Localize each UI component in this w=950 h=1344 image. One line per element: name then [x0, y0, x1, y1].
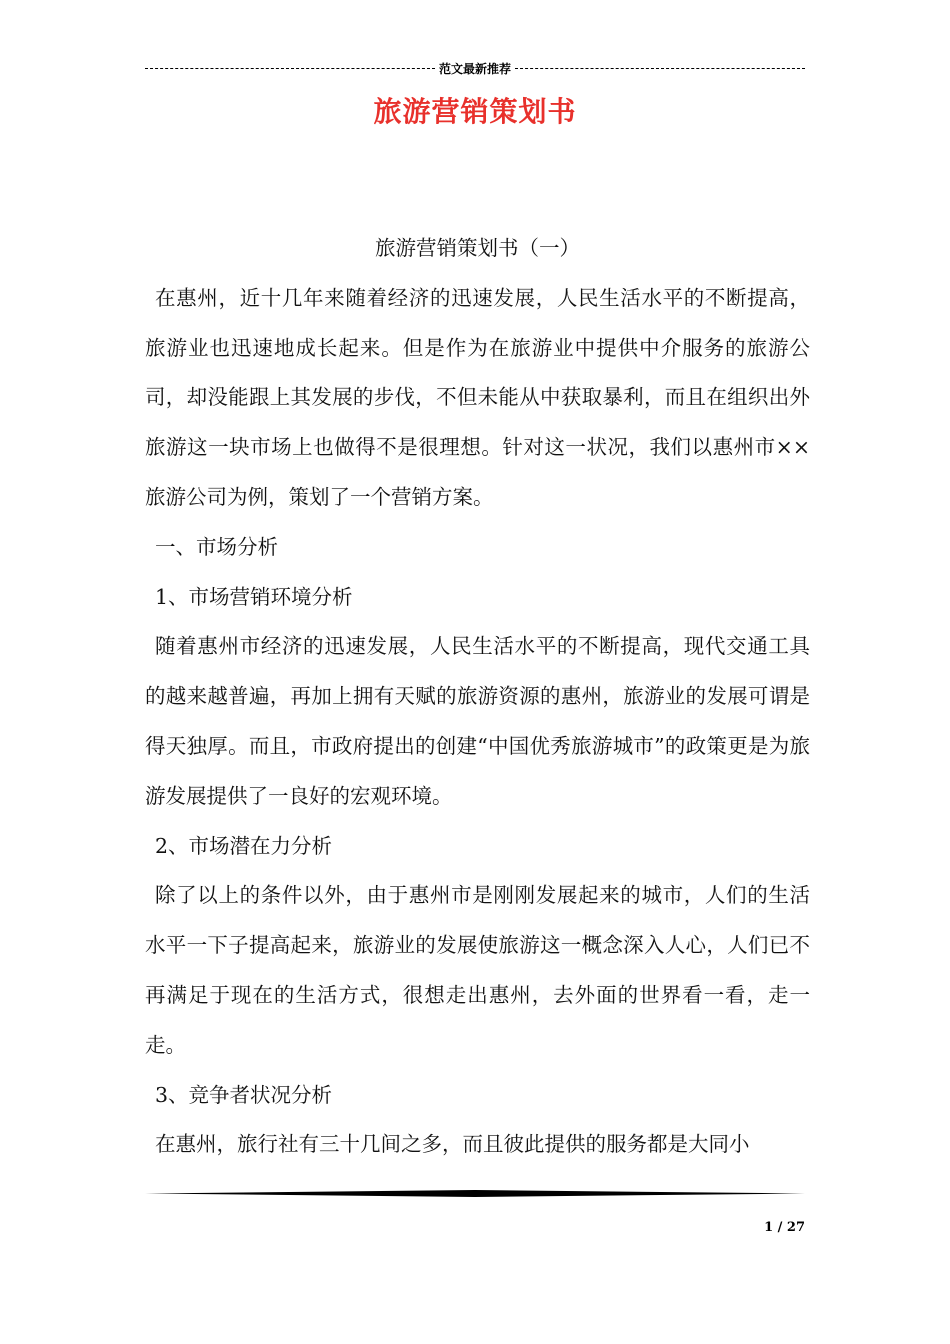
heading-environment-analysis: 1、市场营销环境分析	[155, 584, 353, 609]
document-body	[145, 224, 810, 1170]
heading-competitor-analysis: 3、竞争者状况分析	[155, 1082, 333, 1107]
document-title: 旅游营销策划书	[373, 95, 577, 128]
heading-market-analysis: 一、市场分析	[155, 534, 278, 559]
paragraph-intro: 在惠州，近十几年来随着经济的迅速发展，人民生活水平的不断提高，旅游业也迅速地成长起来。但是作为在旅游业中提供中介服务的旅游公司，却没能跟上其发展的步伐，不但未能从中获取暴利，而且在组织出外旅游这一块市场上也做得不是很理想。针对这一状况，我们以惠州市××旅游公司为例，策划了一个营销方案。	[145, 285, 810, 509]
header-dash-left	[145, 68, 435, 69]
paragraph-competitor: 在惠州，旅行社有三十几间之多，而且彼此提供的服务都是大同小	[155, 1132, 750, 1157]
section-title: 旅游营销策划书（一）	[375, 236, 580, 260]
header-dash-right	[515, 68, 805, 69]
paragraph-potential: 除了以上的条件以外，由于惠州市是刚刚发展起来的城市，人们的生活水平一下子提高起来，旅游业的发展使旅游这一概念深入人心，人们已不再满足于现在的生活方式，很想走出惠州，去外面的世界看一看，走一走。	[145, 883, 810, 1057]
paragraph-environment: 随着惠州市经济的迅速发展，人民生活水平的不断提高，现代交通工具的越来越普遍，再加上拥有天赋的旅游资源的惠州，旅游业的发展可谓是得天独厚。而且，市政府提出的创建“中国优秀旅游城市”的政策更是为旅游发展提供了一良好的宏观环境。	[145, 634, 810, 808]
footer-rule	[145, 1190, 805, 1197]
header-label: 范文最新推荐	[439, 61, 512, 76]
page-header	[145, 58, 805, 78]
page-number: 1 / 27	[764, 1220, 805, 1235]
heading-potential-analysis: 2、市场潜在力分析	[155, 833, 333, 858]
